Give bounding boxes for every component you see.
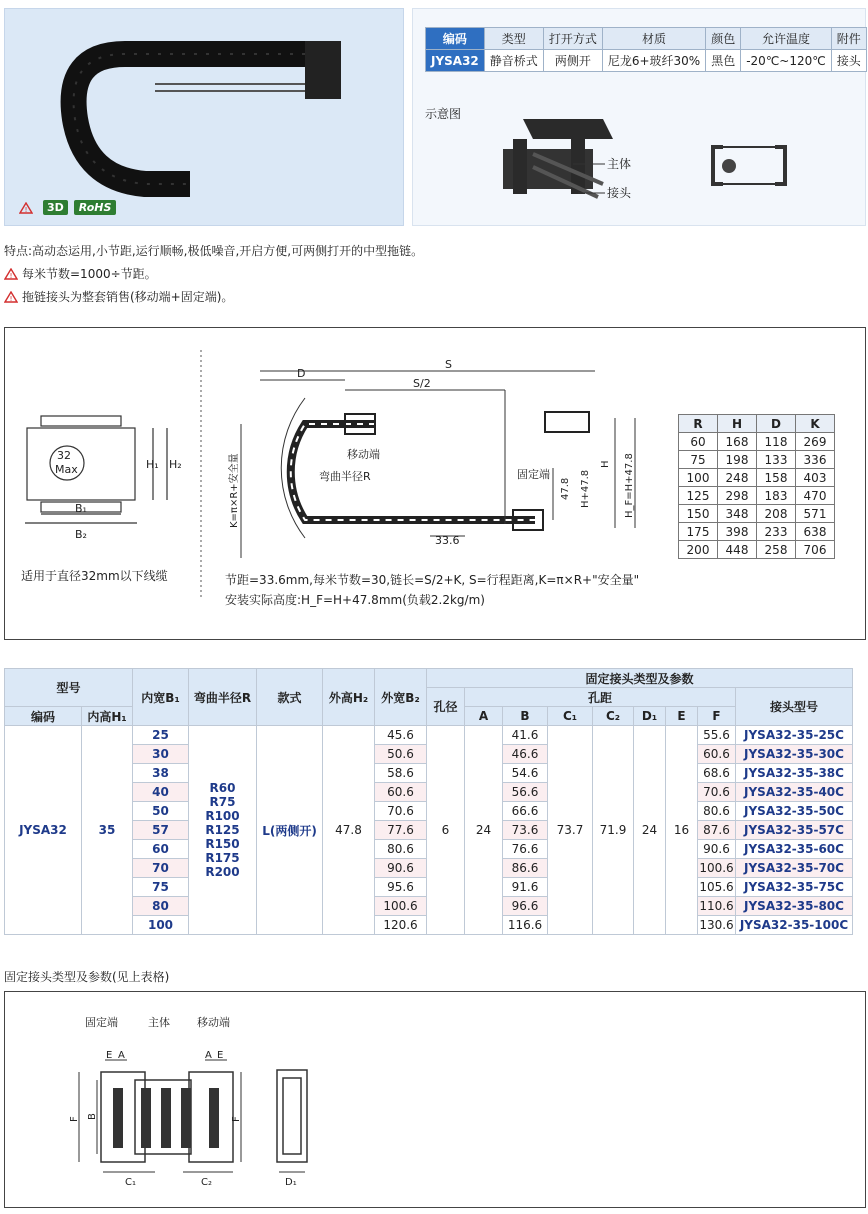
label-h-plus: H+47.8: [580, 469, 591, 508]
label-h: H: [600, 460, 611, 468]
height-note: 安装实际高度:H_F=H+47.8mm(负载2.2kg/m): [225, 593, 485, 607]
label-e: E: [106, 1050, 113, 1061]
label-b1: B₁: [75, 502, 87, 515]
feature-line: 特点:高动态运用,小节距,运行顺畅,极低噪音,开启方便,可两侧打开的中型拖链。: [4, 244, 424, 258]
label-d: D: [297, 367, 306, 380]
header-bend-radius: 弯曲半径R: [189, 669, 257, 726]
f-cell: 100.6: [698, 859, 736, 878]
svg-text:!: !: [24, 205, 28, 214]
header-a: A: [465, 707, 503, 726]
header-inner-height: 内高H₁: [82, 707, 133, 726]
a-cell: 24: [465, 726, 503, 935]
spec-cell: 两侧开: [543, 50, 602, 72]
rhdk-cell: 348: [718, 505, 757, 523]
b-cell: 56.6: [503, 783, 548, 802]
label-f: F: [69, 1116, 80, 1122]
header-hole-distance: 孔距: [465, 688, 736, 707]
rhdk-header: R: [679, 415, 718, 433]
header-hole-dia: 孔径: [427, 688, 465, 726]
b-cell: 116.6: [503, 916, 548, 935]
label-b2: B₂: [75, 528, 87, 541]
bottom-title: 固定接头类型及参数(见上表格): [4, 970, 170, 984]
rhdk-cell: 158: [757, 469, 796, 487]
spec-cell: 尼龙6+玻纤30%: [602, 50, 705, 72]
header-d1: D₁: [634, 707, 666, 726]
schematic-drawing: [483, 109, 863, 219]
rhdk-cell: 125: [679, 487, 718, 505]
rhdk-cell: 336: [796, 451, 835, 469]
rhdk-header: H: [718, 415, 757, 433]
b-cell: 76.6: [503, 840, 548, 859]
header-b: B: [503, 707, 548, 726]
joint-model-cell: JYSA32-35-80C: [736, 897, 853, 916]
outer-width-cell: 45.6: [375, 726, 427, 745]
inner-width-cell: 50: [133, 802, 189, 821]
spec-header: 类型: [484, 28, 543, 50]
rhdk-cell: 248: [718, 469, 757, 487]
rhdk-cell: 183: [757, 487, 796, 505]
pitch-note: 节距=33.6mm,每米节数=30,链长=S/2+K, S=行程距离,K=π×R+"安全量": [225, 573, 640, 587]
rhdk-cell: 706: [796, 541, 835, 559]
joint-model-cell: JYSA32-35-30C: [736, 745, 853, 764]
spec-cell: 黑色: [706, 50, 741, 72]
header-inner-width: 内宽B₁: [133, 669, 189, 726]
b-cell: 86.6: [503, 859, 548, 878]
feature-line-2: [4, 265, 157, 282]
rhdk-cell: 269: [796, 433, 835, 451]
header-model: 型号: [5, 669, 133, 707]
f-cell: 68.6: [698, 764, 736, 783]
warning-icon: [19, 202, 33, 214]
rhdk-cell: 168: [718, 433, 757, 451]
b-cell: 41.6: [503, 726, 548, 745]
d1-cell: 24: [634, 726, 666, 935]
warning-icon: [4, 268, 18, 280]
svg-text:!: !: [9, 295, 13, 303]
label-moving-end: 移动端: [347, 448, 380, 461]
radius-value: R150: [205, 837, 240, 851]
label-c1: C₁: [125, 1177, 136, 1188]
rhdk-table: [678, 414, 835, 559]
label-a-right: A: [205, 1050, 212, 1061]
label-bend-radius: 弯曲半径R: [319, 470, 371, 483]
table-row: [5, 726, 853, 745]
rhdk-row: [679, 505, 835, 523]
header-e: E: [666, 707, 698, 726]
dimension-drawing: [5, 328, 675, 639]
joint-model-cell: JYSA32-35-75C: [736, 878, 853, 897]
rhdk-cell: 200: [679, 541, 718, 559]
joint-model-cell: JYSA32-35-25C: [736, 726, 853, 745]
header-outer-width: 外宽B₂: [375, 669, 427, 726]
joint-model-cell: JYSA32-35-40C: [736, 783, 853, 802]
label-h2: H₂: [169, 458, 182, 471]
rhdk-cell: 298: [718, 487, 757, 505]
label-s: S: [445, 358, 452, 371]
schematic-label: 示意图: [425, 107, 462, 121]
outer-width-cell: 77.6: [375, 821, 427, 840]
cable-note: 适用于直径32mm以下线缆: [21, 569, 168, 583]
cert-badges: [19, 200, 116, 215]
drag-chain-photo: [5, 9, 403, 225]
spec-header: 编码: [426, 28, 485, 50]
rhdk-row: [679, 487, 835, 505]
spec-header: 允许温度: [741, 28, 832, 50]
radius-value: R100: [205, 809, 240, 823]
header-c2: C₂: [593, 707, 634, 726]
rhdk-cell: 448: [718, 541, 757, 559]
rhdk-cell: 470: [796, 487, 835, 505]
product-photo-panel: [4, 8, 404, 226]
rhdk-row: [679, 469, 835, 487]
f-cell: 110.6: [698, 897, 736, 916]
b-cell: 73.6: [503, 821, 548, 840]
f-cell: 55.6: [698, 726, 736, 745]
label-k: K=π×R+安全量: [229, 453, 240, 528]
label-h1: H₁: [146, 458, 159, 471]
label-f-right: F: [231, 1116, 242, 1122]
rhdk-cell: 403: [796, 469, 835, 487]
feature-line-3: [4, 288, 233, 305]
inner-width-cell: 70: [133, 859, 189, 878]
outer-width-cell: 95.6: [375, 878, 427, 897]
b-cell: 91.6: [503, 878, 548, 897]
inner-width-cell: 25: [133, 726, 189, 745]
radius-value: R175: [205, 851, 240, 865]
outer-width-cell: 50.6: [375, 745, 427, 764]
header-fixed-joint: 固定接头类型及参数: [427, 669, 853, 688]
label-e-right: E: [217, 1050, 224, 1061]
spec-cell: JYSA32: [426, 50, 485, 72]
rhdk-cell: 398: [718, 523, 757, 541]
spec-table: [425, 27, 867, 72]
label-fixed-end: 固定端: [517, 468, 550, 481]
f-cell: 90.6: [698, 840, 736, 859]
label-body: 主体: [607, 157, 632, 171]
inner-width-cell: 57: [133, 821, 189, 840]
feature-text: 每米节数=1000÷节距。: [22, 267, 157, 281]
spec-header: 颜色: [706, 28, 741, 50]
radius-value: R125: [205, 823, 240, 837]
b-cell: 54.6: [503, 764, 548, 783]
f-cell: 87.6: [698, 821, 736, 840]
label-body: 主体: [148, 1016, 170, 1029]
inner-width-cell: 40: [133, 783, 189, 802]
c2-cell: 71.9: [593, 726, 634, 935]
rhdk-cell: 150: [679, 505, 718, 523]
rhdk-cell: 175: [679, 523, 718, 541]
radius-value: R200: [205, 865, 240, 879]
b-cell: 46.6: [503, 745, 548, 764]
b-cell: 66.6: [503, 802, 548, 821]
header-style: 款式: [257, 669, 323, 726]
label-pitch: 33.6: [435, 534, 460, 547]
spec-cell: 静音桥式: [484, 50, 543, 72]
rhdk-cell: 258: [757, 541, 796, 559]
spec-header: 附件: [831, 28, 866, 50]
inner-width-cell: 60: [133, 840, 189, 859]
label-47-8: 47.8: [560, 477, 571, 500]
header-c1: C₁: [548, 707, 593, 726]
rhdk-cell: 75: [679, 451, 718, 469]
f-cell: 105.6: [698, 878, 736, 897]
rhdk-row: [679, 523, 835, 541]
header-joint-model: 接头型号: [736, 688, 853, 726]
header-f: F: [698, 707, 736, 726]
spec-cell: -20℃~120℃: [741, 50, 832, 72]
inner-width-cell: 38: [133, 764, 189, 783]
joint-model-cell: JYSA32-35-57C: [736, 821, 853, 840]
spec-cell: 接头: [831, 50, 866, 72]
f-cell: 80.6: [698, 802, 736, 821]
outer-width-cell: 90.6: [375, 859, 427, 878]
code-cell: JYSA32: [5, 726, 82, 935]
rhdk-cell: 638: [796, 523, 835, 541]
rohs-badge: RoHS: [74, 200, 117, 215]
joint-model-cell: JYSA32-35-38C: [736, 764, 853, 783]
label-moving-end: 移动端: [197, 1016, 230, 1029]
inner-width-cell: 75: [133, 878, 189, 897]
hole-dia-cell: 6: [427, 726, 465, 935]
inner-width-cell: 80: [133, 897, 189, 916]
outer-width-cell: 60.6: [375, 783, 427, 802]
fixed-joint-drawing: [5, 992, 865, 1207]
max-diameter: 32: [57, 449, 71, 462]
outer-width-cell: 70.6: [375, 802, 427, 821]
warning-icon: [4, 291, 18, 303]
rhdk-row: [679, 541, 835, 559]
radius-value: R75: [209, 795, 236, 809]
rhdk-header: K: [796, 415, 835, 433]
feature-text: 拖链接头为整套销售(移动端+固定端)。: [22, 290, 234, 304]
svg-text:!: !: [9, 272, 13, 280]
rhdk-cell: 571: [796, 505, 835, 523]
label-a: A: [118, 1050, 125, 1061]
fixed-joint-panel: [4, 991, 866, 1208]
label-c2: C₂: [201, 1177, 212, 1188]
label-s-half: S/2: [413, 377, 431, 390]
inner-width-cell: 30: [133, 745, 189, 764]
spec-header: 材质: [602, 28, 705, 50]
rhdk-cell: 133: [757, 451, 796, 469]
rhdk-row: [679, 451, 835, 469]
rhdk-cell: 233: [757, 523, 796, 541]
rhdk-header: D: [757, 415, 796, 433]
outer-width-cell: 120.6: [375, 916, 427, 935]
3d-badge: 3D: [43, 200, 68, 215]
dimension-diagram-panel: [4, 327, 866, 640]
label-fixed-end: 固定端: [85, 1016, 118, 1029]
c1-cell: 73.7: [548, 726, 593, 935]
rhdk-cell: 60: [679, 433, 718, 451]
max-label: Max: [55, 463, 78, 476]
outer-width-cell: 100.6: [375, 897, 427, 916]
model-table: [4, 668, 853, 935]
label-d1: D₁: [285, 1177, 297, 1188]
rhdk-cell: 100: [679, 469, 718, 487]
spec-header: 打开方式: [543, 28, 602, 50]
rhdk-row: [679, 433, 835, 451]
e-cell: 16: [666, 726, 698, 935]
rhdk-cell: 208: [757, 505, 796, 523]
f-cell: 60.6: [698, 745, 736, 764]
label-b: B: [87, 1113, 98, 1120]
joint-model-cell: JYSA32-35-70C: [736, 859, 853, 878]
rhdk-cell: 118: [757, 433, 796, 451]
rhdk-cell: 198: [718, 451, 757, 469]
header-outer-height: 外高H₂: [323, 669, 375, 726]
f-cell: 70.6: [698, 783, 736, 802]
b-cell: 96.6: [503, 897, 548, 916]
header-code: 编码: [5, 707, 82, 726]
joint-model-cell: JYSA32-35-50C: [736, 802, 853, 821]
label-joint: 接头: [607, 186, 632, 200]
style-cell: L(两侧开): [257, 726, 323, 935]
joint-model-cell: JYSA32-35-100C: [736, 916, 853, 935]
bend-radius-cell: [189, 726, 257, 935]
inner-height-cell: 35: [82, 726, 133, 935]
inner-width-cell: 100: [133, 916, 189, 935]
outer-width-cell: 80.6: [375, 840, 427, 859]
outer-width-cell: 58.6: [375, 764, 427, 783]
label-hf: H_F=H+47.8: [624, 453, 635, 518]
joint-model-cell: JYSA32-35-60C: [736, 840, 853, 859]
outer-height-cell: 47.8: [323, 726, 375, 935]
radius-value: R60: [209, 781, 236, 795]
spec-panel: [412, 8, 866, 226]
f-cell: 130.6: [698, 916, 736, 935]
